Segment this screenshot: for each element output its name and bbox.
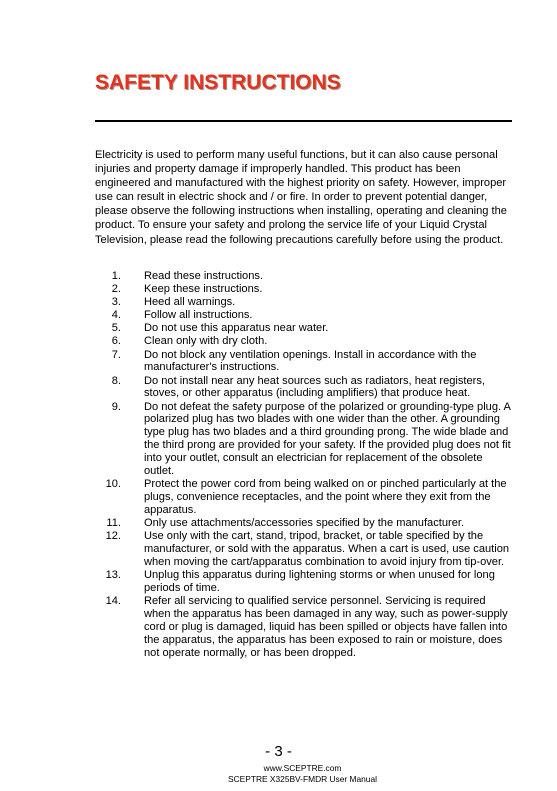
instruction-item bbox=[95, 478, 515, 517]
instruction-text: Do not install near any heat sources such as radiators, heat registers, stoves, or other apparatus (including amplifiers) that produce heat. bbox=[144, 374, 486, 400]
instruction-number: 8. bbox=[111, 374, 121, 387]
instruction-number: 3. bbox=[111, 296, 121, 309]
instruction-text: Follow all instructions. bbox=[144, 309, 253, 322]
instruction-number: 14. bbox=[105, 595, 121, 608]
instruction-item bbox=[95, 569, 515, 595]
instruction-number: 12. bbox=[105, 530, 121, 543]
instruction-item bbox=[95, 530, 515, 569]
instruction-text: Read these instructions. bbox=[144, 270, 264, 282]
instruction-text: Protect the power cord from being walked on or pinched particularly at the plugs, convenience receptacles, and the point where they exit from the apparatus. bbox=[144, 478, 507, 516]
instruction-item bbox=[95, 322, 515, 335]
instruction-item bbox=[95, 401, 515, 478]
instruction-number: 6. bbox=[111, 335, 121, 348]
instruction-item bbox=[95, 270, 515, 283]
title-divider bbox=[95, 120, 512, 122]
instruction-item bbox=[95, 595, 515, 660]
instruction-number: 1. bbox=[111, 270, 121, 282]
instruction-item bbox=[95, 517, 515, 530]
footer-url: www.SCEPTRE.com bbox=[263, 763, 342, 773]
page-number: - 3 - bbox=[265, 743, 292, 760]
instruction-item bbox=[95, 296, 515, 309]
instruction-item bbox=[95, 335, 515, 348]
instruction-number: 9. bbox=[111, 400, 121, 413]
instruction-text: Do not defeat the safety purpose of the polarized or grounding-type plug. A polarized plug has two blades with one wider than the other. A grounding type plug has two blades and a third grounding prong. The wide blade and the third prong are provided for your safety. If the provided plug does not fit into your outlet, consult an electrician for replacement of the obsolete outlet. bbox=[144, 400, 511, 478]
instruction-item bbox=[95, 309, 515, 322]
instruction-number: 5. bbox=[111, 322, 121, 335]
instruction-item bbox=[95, 283, 515, 296]
instruction-number: 13. bbox=[105, 569, 121, 582]
intro-paragraph: Electricity is used to perform many useful functions, but it can also cause personal injuries and property damage if improperly handled. This product has been engineered and manufactured with the highest priority on safety. However, improper use can result in electric shock and / or fire. In order to prevent potential danger, please observe the following instructions when installing, operating and cleaning the product. To ensure your safety and prolong the service life of your Liquid Crystal Television, please read the following precautions carefully before using the product. bbox=[95, 149, 507, 246]
instruction-item bbox=[95, 349, 515, 375]
instruction-text: Do not use this apparatus near water. bbox=[144, 322, 329, 335]
instruction-text: Keep these instructions. bbox=[144, 283, 263, 296]
instruction-text: Heed all warnings. bbox=[144, 296, 236, 309]
instruction-number: 11. bbox=[106, 517, 121, 530]
instruction-number: 10. bbox=[105, 478, 121, 491]
instruction-number: 2. bbox=[111, 283, 121, 296]
instruction-number: 7. bbox=[111, 348, 121, 361]
instruction-text: Unplug this apparatus during lightening storms or when unused for long periods of time. bbox=[144, 569, 495, 594]
page-title: SAFETY INSTRUCTIONS bbox=[95, 71, 341, 94]
footer-manual-title: SCEPTRE X325BV-FMDR User Manual bbox=[228, 774, 377, 784]
instruction-text: Only use attachments/accessories specified by the manufacturer. bbox=[144, 517, 465, 530]
instruction-text: Clean only with dry cloth. bbox=[144, 335, 268, 348]
instruction-item bbox=[95, 375, 515, 401]
instruction-text: Refer all servicing to qualified service personnel. Servicing is required when the apparatus has been damaged in any way, such as power-supply cord or plug is damaged, liquid has been spilled or objects have fallen into the apparatus, the apparatus has been exposed to rain or moisture, does not operate normally, or has been dropped. bbox=[144, 595, 508, 659]
instruction-list bbox=[95, 270, 515, 660]
instruction-text: Use only with the cart, stand, tripod, bracket, or table specified by the manufacturer, or sold with the apparatus. When a cart is used, use caution when moving the cart/apparatus combination to avoid injury from tip-over. bbox=[144, 530, 510, 568]
instruction-number: 4. bbox=[111, 309, 121, 322]
instruction-text: Do not block any ventilation openings. Install in accordance with the manufacturer's instructions. bbox=[144, 348, 477, 374]
